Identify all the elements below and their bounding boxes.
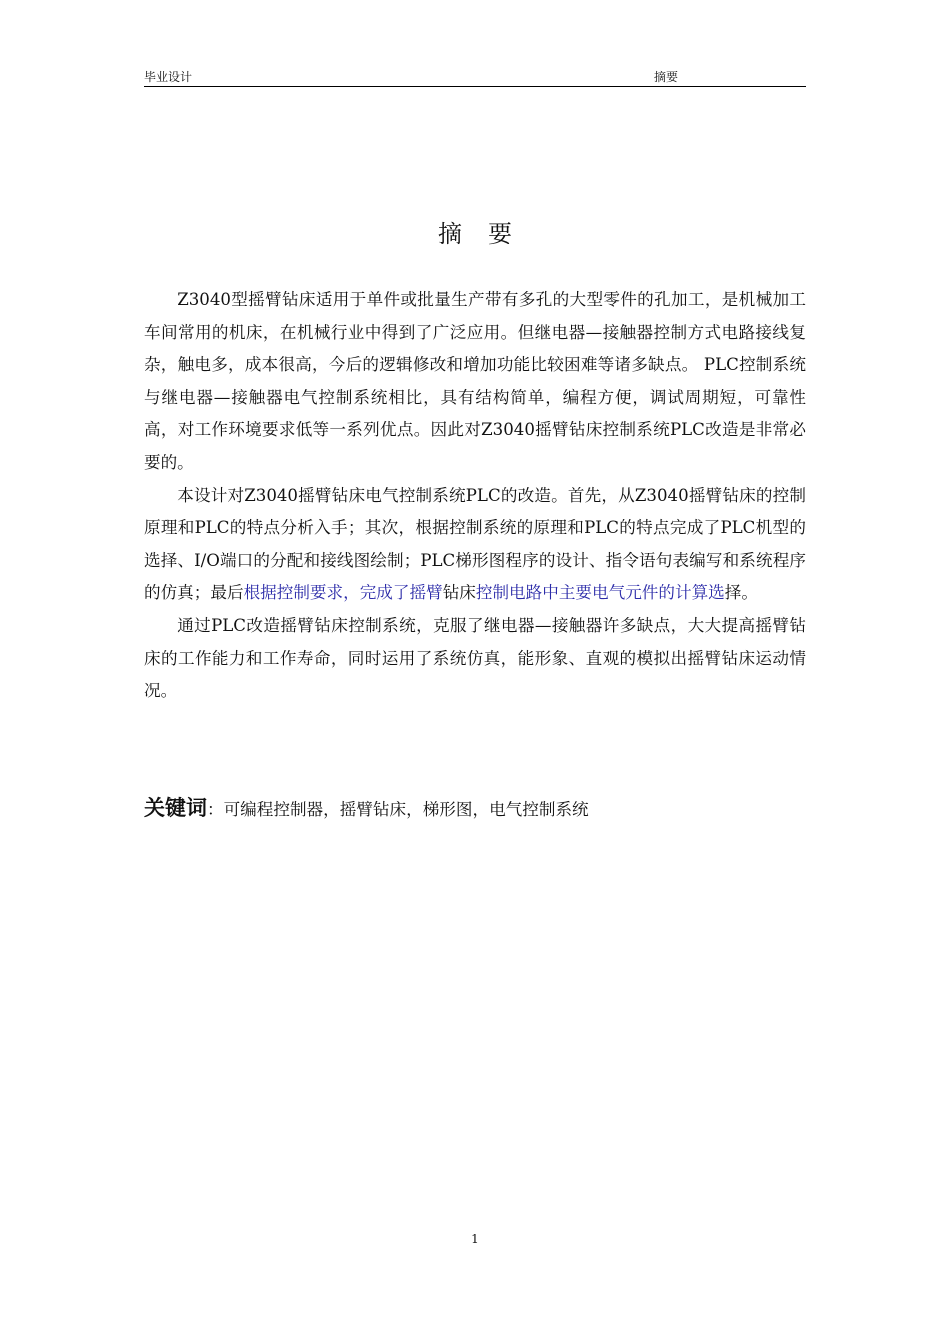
paragraph-2-text-after: 择。 xyxy=(724,583,758,603)
paragraph-2-text-mid: 钻床 xyxy=(442,583,476,603)
abstract-title: 摘要 xyxy=(438,220,538,248)
header-left-text: 毕业设计 xyxy=(144,70,193,84)
paragraph-2-link-2[interactable]: 控制电路中主要电气元件的计算选 xyxy=(475,583,725,603)
abstract-paragraph-3: 通过PLC改造摇臂钻床控制系统，克服了继电器—接触器许多缺点，大大提高摇臂钻床的工作能力和工作寿命，同时运用了系统仿真，能形象、直观的模拟出摇臂钻床运动情况。 xyxy=(144,615,806,701)
paragraph-2-text-before: 本设计对Z3040摇臂钻床电气控制系统PLC的改造。首先，从Z3040摇臂钻床的控制原理和PLC的特点分析入手；其次，根据控制系统的原理和PLC的特点完成了PLC机型的选择、I/O端口的分配和接线图绘制；PLC梯形图程序的设计、指令语句表编写和系统程序的仿真；最后 xyxy=(144,485,806,603)
keywords-value: 可编程控制器，摇臂钻床，梯形图，电气控制系统 xyxy=(223,800,589,819)
keywords-label: 关键词 xyxy=(144,796,207,820)
header-right-text: 摘要 xyxy=(654,70,679,84)
abstract-body xyxy=(144,284,806,708)
keywords-line xyxy=(144,792,589,822)
abstract-paragraph-2 xyxy=(144,480,806,610)
page-number: 1 xyxy=(471,1232,479,1246)
keywords-separator: ： xyxy=(207,800,224,819)
abstract-paragraph-1: Z3040型摇臂钻床适用于单件或批量生产带有多孔的大型零件的孔加工，是机械加工车间常用的机床，在机械行业中得到了广泛应用。但继电器—接触器控制方式电路接线复杂，触电多，成本很高，今后的逻辑修改和增加功能比较困难等诸多缺点。 PLC控制系统与继电器—接触器电气控制系统相比，具有结构简单，编程方便，调试周期短，可靠性高，对工作环境要求低等一系列优点。因此对Z3040摇臂钻床控制系统PLC改造是非常必要的。 xyxy=(144,290,806,472)
page-header xyxy=(144,66,806,87)
paragraph-2-link-1[interactable]: 根据控制要求，完成了摇臂 xyxy=(243,583,443,603)
